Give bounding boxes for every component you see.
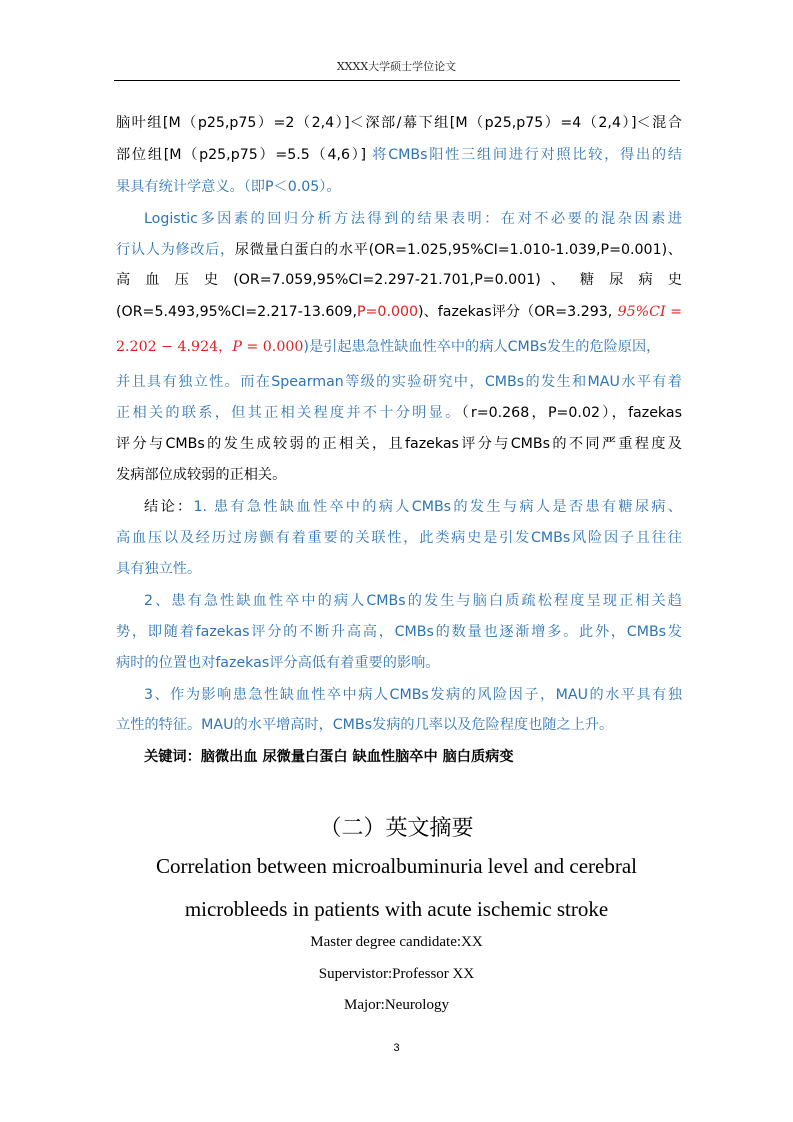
- body-line: 脑叶组[M（p25,p75）=2（2,4）]＜深部/幕下组[M（p25,p75）=4（2,4）]＜混合: [116, 115, 682, 131]
- text-span: (OR=5.493,95%CI=2.217-13.609,: [116, 304, 357, 320]
- text-span: )、fazekas评分（OR=3.293,: [418, 304, 613, 320]
- body-line: 势，即随着fazekas评分的不断升高高，CMBs的数量也逐渐增多。此外，CMBs发: [116, 624, 682, 640]
- math-span: P: [232, 339, 242, 355]
- keywords-line: [144, 747, 682, 767]
- body-line: [116, 403, 682, 423]
- text-span: 将CMBs阳性三组间进行对照比较，得出的结: [366, 147, 682, 163]
- conclusion-label: 结论：: [144, 499, 194, 515]
- keywords-text: 脑微出血 尿微量白蛋白 缺血性脑卒中 脑白质病变: [200, 749, 514, 765]
- text-span: 部位组[M（p25,p75）=5.5（4,6）]: [116, 147, 367, 163]
- body-line: Logistic多因素的回归分析方法得到的结果表明：在对不必要的混杂因素进: [144, 211, 682, 227]
- body-line: 立性的特征。MAU的水平增高时，CMBs发病的几率以及危险程度也随之上升。: [116, 717, 614, 733]
- math-span: 95%CI =: [617, 304, 682, 320]
- text-span: P=0.000: [356, 304, 419, 320]
- section-title: （二）英文摘要: [319, 816, 474, 841]
- body-line: 2、患有急性缺血性卒中的病人CMBs的发生与脑白质疏松程度呈现正相关趋: [144, 593, 682, 609]
- body-line: [144, 497, 682, 517]
- body-line: 果具有统计学意义。（即P＜0.05）。: [116, 179, 341, 195]
- english-title-line1: Correlation between microalbuminuria level and cerebral: [155, 854, 638, 878]
- keywords-label: 关键词：: [144, 749, 201, 765]
- body-line: [116, 337, 682, 357]
- body-line: 病时的位置也对fazekas评分高低有着重要的影响。: [116, 655, 440, 671]
- math-span: = 0.000: [241, 339, 304, 355]
- text-span: 正相关的联系，但其正相关程度并不十分明显。: [116, 405, 462, 421]
- running-header: XXXX大学硕士学位论文: [336, 60, 457, 73]
- major: Major:Neurology: [344, 997, 449, 1013]
- text-span: )是引起患急性缺血性卒中的病人CMBs发生的危险原因，: [303, 339, 661, 355]
- text-span: 1. 患有急性缺血性卒中的病人CMBs的发生与病人是否患有糖尿病、: [193, 499, 682, 515]
- math-span: 2.202 − 4.924，: [116, 339, 233, 355]
- body-line: [116, 240, 682, 260]
- candidate: Master degree candidate:XX: [310, 934, 483, 950]
- english-title-line2: microbleeds in patients with acute ischemic stroke: [184, 897, 609, 921]
- body-line: 高血压以及经历过房颤有着重要的关联性，此类病史是引发CMBs风险因子且往往: [116, 530, 682, 546]
- body-line: 评分与CMBs的发生成较弱的正相关，且fazekas评分与CMBs的不同严重程度及: [116, 436, 682, 452]
- body-line: 发病部位成较弱的正相关。: [116, 467, 287, 483]
- supervisor: Supervistor:Professor XX: [318, 966, 475, 982]
- body-line: 具有独立性。: [116, 561, 202, 577]
- header-rule: [114, 80, 680, 81]
- body-line: 3、作为影响患急性缺血性卒中病人CMBs发病的风险因子，MAU的水平具有独: [144, 687, 682, 703]
- body-line: [116, 302, 682, 322]
- text-span: 行认人为修改后，: [116, 242, 235, 258]
- text-span: 尿微量白蛋白的水平(OR=1.025,95%CI=1.010-1.039,P=0.001)、: [234, 242, 682, 258]
- text-span: （r=0.268，P=0.02），fazekas: [461, 405, 682, 421]
- body-line: 高 血 压 史 (OR=7.059,95%CI=2.297-21.701,P=0.001) 、 糖 尿 病 史: [116, 272, 682, 288]
- body-line: 并且具有独立性。而在Spearman等级的实验研究中，CMBs的发生和MAU水平有着: [116, 374, 682, 390]
- page-number: 3: [393, 1042, 400, 1054]
- body-line: [116, 145, 682, 165]
